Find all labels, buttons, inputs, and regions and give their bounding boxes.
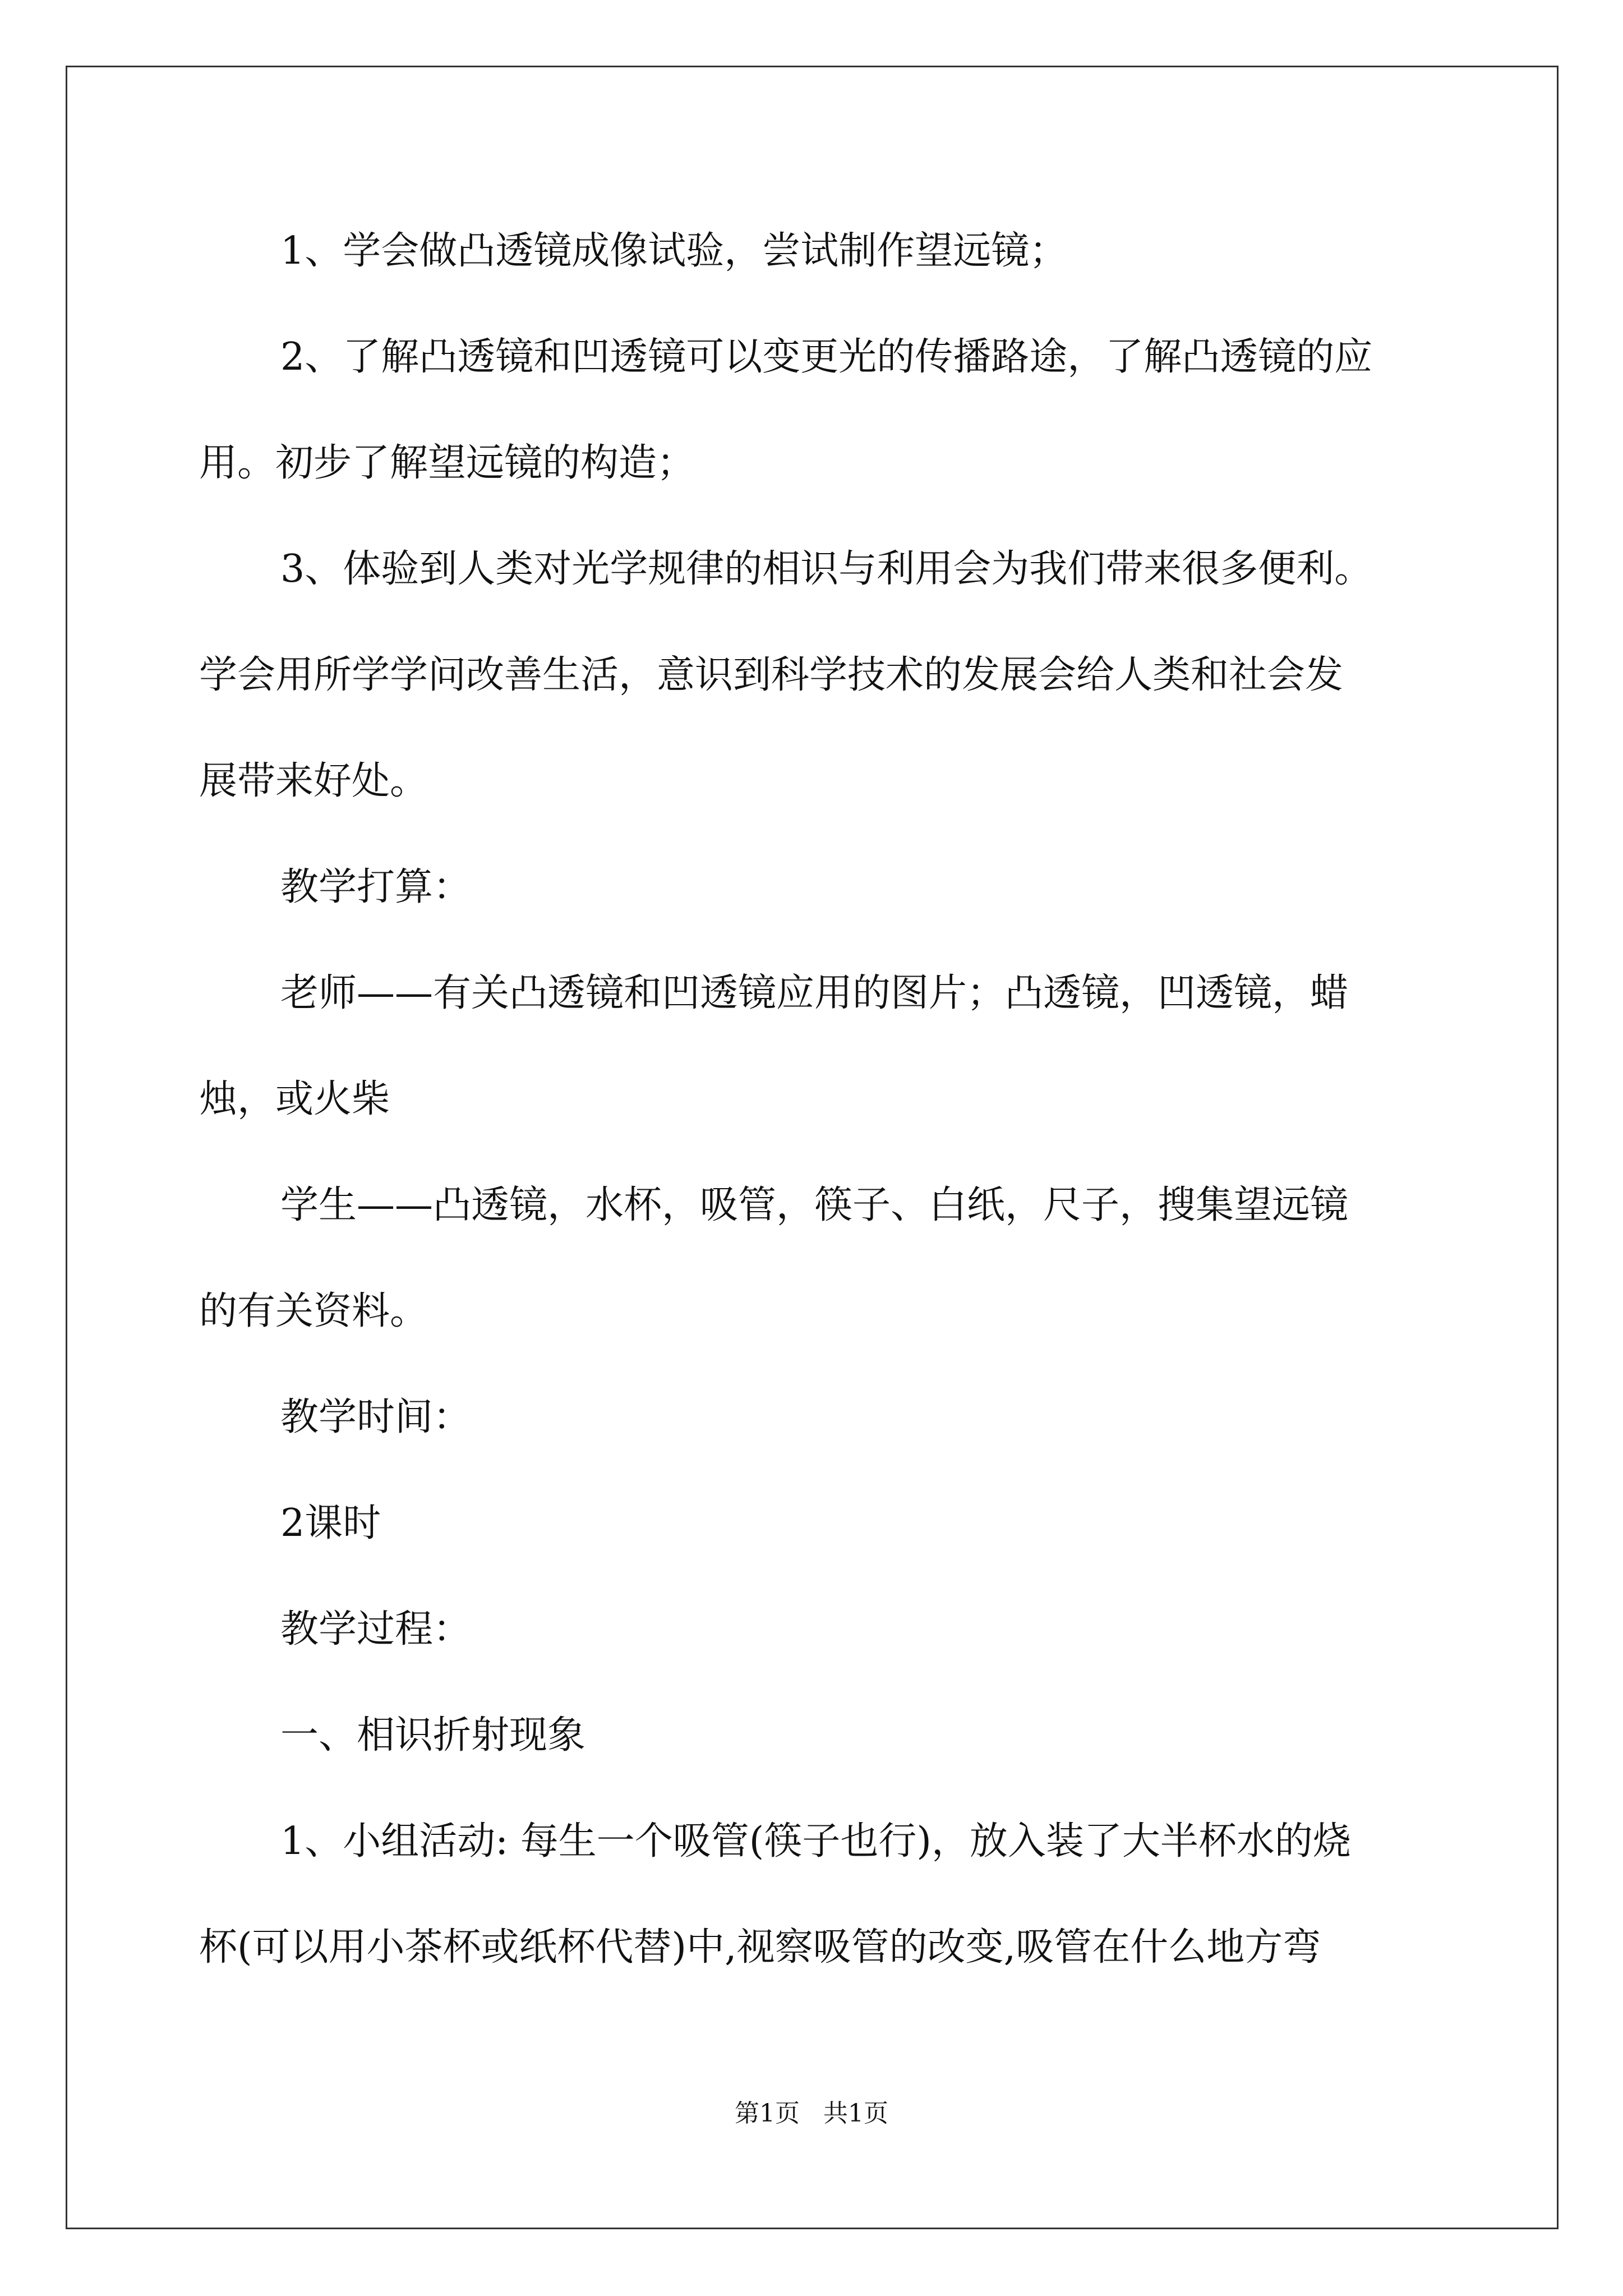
- paragraph-student-materials: 学生——凸透镜，水杯，吸管，筷子、白纸，尺子，搜集望远镜 的有关资料。: [199, 1183, 1349, 1333]
- page-number: 第1页: [735, 2099, 800, 2128]
- paragraph-goal-3: 3、体验到人类对光学规律的相识与利用会为我们带来很多便利。 学会用所学学问改善生活，意识到科学技术的发展会给人类和社会发 展带来好处。: [199, 547, 1373, 803]
- page-total: 共1页: [823, 2099, 888, 2128]
- paragraph-goal-1: 1、学会做凸透镜成像试验，尝试制作望远镜；: [280, 229, 1068, 273]
- paragraph-teacher-materials: 老师——有关凸透镜和凹透镜应用的图片；凸透镜，凹透镜，蜡 烛，或火柴: [199, 971, 1349, 1121]
- heading-section-1: 一、相识折射现象: [280, 1713, 586, 1757]
- heading-teaching-preparation: 教学打算：: [280, 865, 472, 909]
- heading-teaching-process: 教学过程：: [280, 1607, 472, 1651]
- heading-teaching-time: 教学时间：: [280, 1395, 472, 1439]
- page-footer: [0, 2097, 1623, 2131]
- paragraph-goal-2: 2、了解凸透镜和凹透镜可以变更光的传播路途，了解凸透镜的应 用。初步了解望远镜的构造；: [199, 335, 1373, 485]
- paragraph-group-activity: 1、小组活动: 每生一个吸管(筷子也行)，放入装了大半杯水的烧 杯(可以用小茶杯或纸杯代替)中,视察吸管的改变,吸管在什么地方弯: [199, 1819, 1351, 1970]
- paragraph-class-hours: 2课时: [280, 1501, 381, 1545]
